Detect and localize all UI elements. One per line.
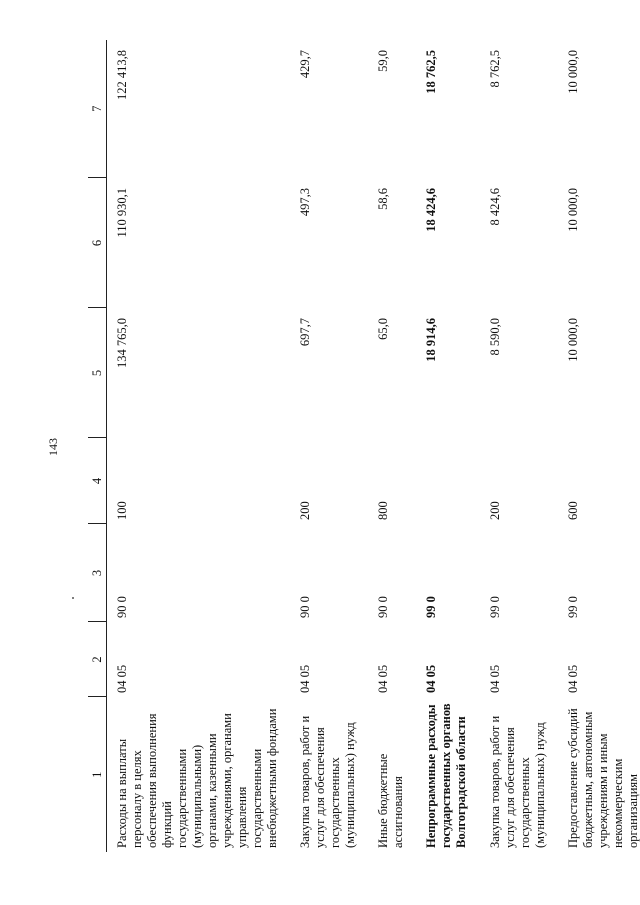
table-row [368,40,416,852]
cell-section: 04 05 [298,664,312,693]
header-row [88,40,107,852]
cell-program: 90 0 [376,596,390,618]
column-header: 7 [88,40,107,178]
cell-kind: 600 [566,501,580,520]
cell-value-7: 18 762,5 [424,50,438,94]
page-number: 143 [46,438,60,456]
cell-value-5: 134 765,0 [115,318,129,368]
cell-section: 04 05 [115,664,129,693]
cell-section: 04 05 [424,664,438,693]
cell-value-7: 429,7 [298,50,312,79]
cell-program: 99 0 [424,596,438,618]
cell-program: 90 0 [298,596,312,618]
cell-section: 04 05 [376,664,390,693]
cell-value-7: 8 762,5 [488,50,502,88]
cell-value-6: 110 930,1 [115,188,129,238]
cell-value-6: 58,6 [376,188,390,210]
cell-section: 04 05 [488,664,502,693]
table-row [558,40,640,852]
cell-value-6: 8 424,6 [488,188,502,226]
cell-program: 90 0 [115,596,129,618]
column-header: 3 [88,524,107,622]
cell-kind: 200 [488,501,502,520]
column-header: 4 [88,438,107,524]
table-row-subtotal [416,40,480,852]
cell-value-5: 10 000,0 [566,318,580,362]
cell-value-5: 18 914,6 [424,318,438,362]
rotated-table-wrapper [88,40,640,852]
column-header: 5 [88,308,107,438]
cell-value-5: 65,0 [376,318,390,340]
cell-name: Закупка товаров, работ и услуг для обеспечения государственных (муниципальных) нужд [298,715,357,848]
cell-value-7: 122 413,8 [115,50,129,100]
cell-kind [416,438,480,524]
cell-program: 99 0 [566,596,580,618]
column-header: 6 [88,178,107,308]
cell-value-7: 10 000,0 [566,50,580,94]
column-header: 1 [88,697,107,852]
column-header: 2 [88,622,107,697]
cell-kind: 100 [115,501,129,520]
table-row [107,40,291,852]
cell-section: 04 05 [566,664,580,693]
cell-kind: 800 [376,501,390,520]
budget-table [88,40,640,852]
cell-name: Закупка товаров, работ и услуг для обеспечения государственных (муниципальных) нужд [488,715,547,848]
cell-name: Предоставление субсидий бюджетным, автономным учреждениям и иным некоммерческим организациям [566,708,640,848]
table-row [480,40,558,852]
scan-speck [72,597,74,599]
table-row [290,40,368,852]
cell-value-5: 8 590,0 [488,318,502,356]
cell-name: Непрограммные расходы государственных органов Волгоградской области [424,703,468,848]
cell-kind: 200 [298,501,312,520]
cell-program: 99 0 [488,596,502,618]
cell-name: Расходы на выплаты персоналу в целях обеспечения выполнения функций государственными (муниципальными) органами, казенными учреждениями, органами управления государственными внебюджетными фондами [115,708,279,848]
cell-value-6: 10 000,0 [566,188,580,232]
cell-value-5: 697,7 [298,318,312,347]
cell-value-6: 18 424,6 [424,188,438,232]
cell-value-6: 497,3 [298,188,312,217]
cell-value-7: 59,0 [376,50,390,72]
cell-name: Иные бюджетные ассигнования [376,753,405,848]
